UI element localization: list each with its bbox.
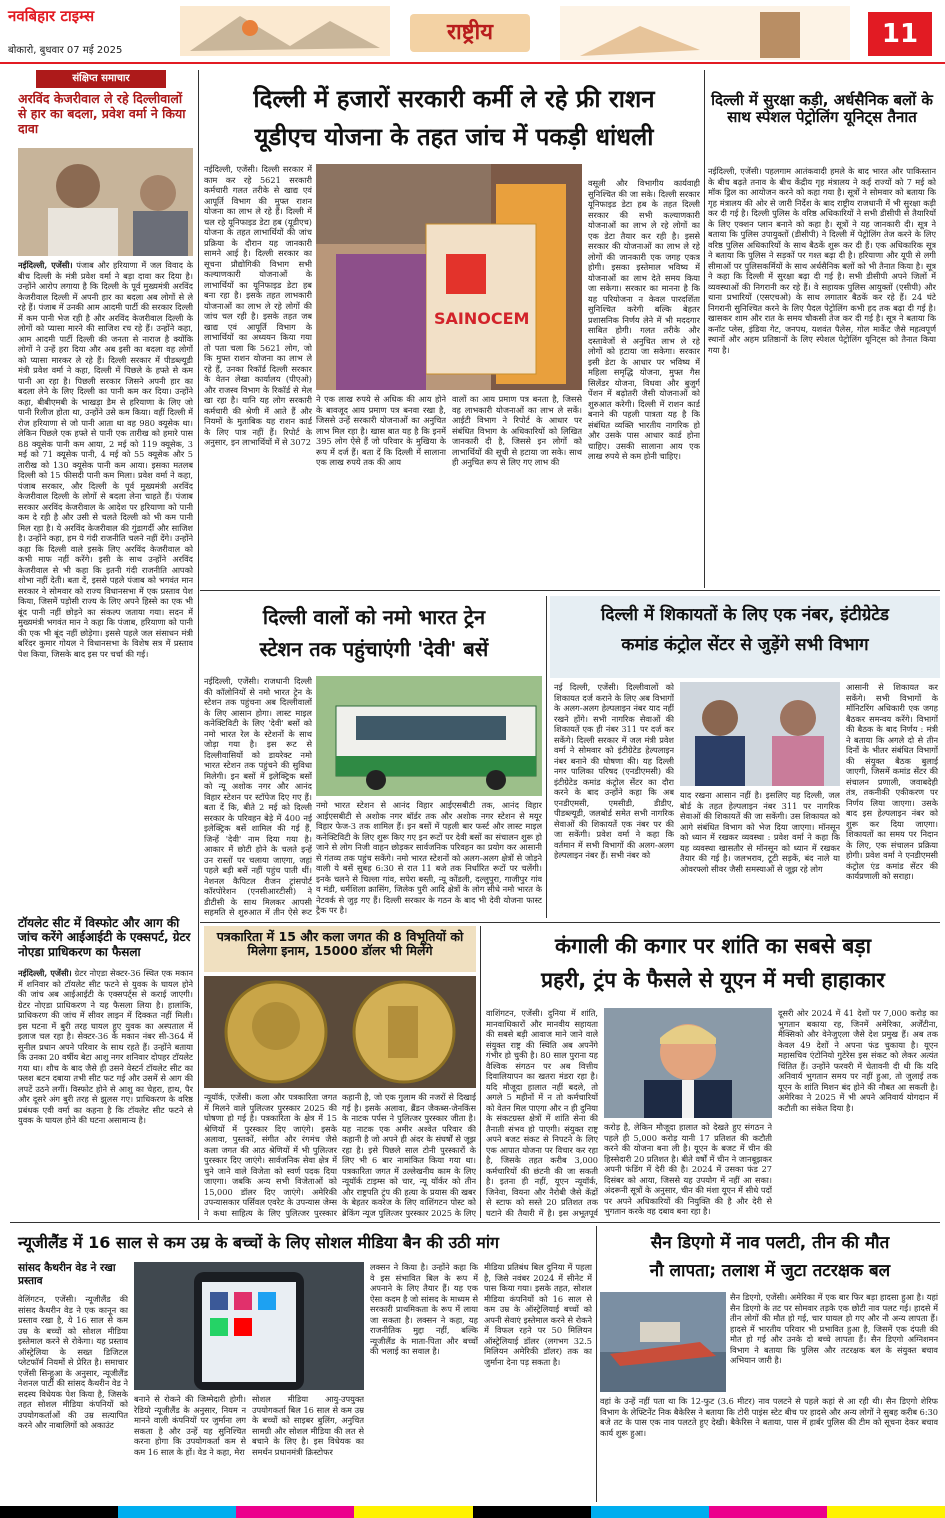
pulitzer-column-1: न्यूयॉर्क, एजेंसी। कला और पत्रकारिता जगत में मिलने वाले पुलित्जर पुरस्कार 2025 की घोषणा हो गई है। पत्रकारिता के क्षेत्र में 15 श्रेणियों में पुरस्कार दिए जाएंगे। इसके अलावा, पुस्तकों, संगीत और रंगमंच जैसे कला जगत की आठ श्रेणियों में भी पुलित्जर पुरस्कार दिए जाएंगे। सार्वजनिक सेवा क्षेत्र में चुने जाने वाले विजेता को स्वर्ण पदक दिया जाएगा। जबकि अन्य सभी विजेताओं को 15,000 डॉलर दिए जाएंगे। अमेरिकी उपन्यासकार पर्सिवल एवरेट के उपन्यास जेम्स ने कथा साहित्य के लिए पुलित्जर पुरस्कार xyxy=(204,1092,337,1218)
sandiego-headline-2: नौ लापता; तलाश में जुटा तटरक्षक बल xyxy=(649,1261,891,1281)
row-divider-3 xyxy=(10,1222,940,1223)
namo-column-2: नमो भारत स्टेशन से आनंद विहार आईएसबीटी तक, आनंद विहार आईएसबीटी से अशोक नगर बॉर्डर तक और अशोक नगर स्टेशन से मयूर विहार फेज-3 तक शामिल हैं। इन बसों में पहली बार फर्स्ट और लास्ट माइल कनेक्टिविटी के लिए शुरू किए गए इन रूटों पर देवी बसों का संचालन शुरू हो जाने से लोग निजी वाहन छोड़कर सार्वजनिक परिवहन का प्रयोग कर आसानी से गंतव्य तक पहुंच सकेंगे। नमो भारत स्टेशनों को अलग-अलग क्षेत्रों से जोड़ने वाली ये बसें सुबह 6:30 से रात 11 बजे तक निर्धारित रूटों पर चलेंगी। इनके चलने से चिल्ला गांव, सपेरा बस्ती, न्यू कोंडली, दल्लुपुरा, गाजीपुर गांव व मंडी, धर्मशिला क्रासिंग, जिलेक पुरी आदि क्षेत्रों के लोग सीधे नमो भारत के नेटवर्क से जुड़ गए हैं। दिल्ली सरकार के गठन के बाद भी देवी योजना फास्ट ट्रैक पर है। xyxy=(316,800,542,915)
lead-column-1: नईदिल्ली, एजेंसी। दिल्ली सरकार में काम कर रहे 5621 सरकारी कर्मचारी गलत तरीके से खाद्य एवं आपूर्ति विभाग की मुफ्त राशन योजना का लाभ ले रहे हैं। दिल्ली में चल रहे यूनिफाइड डेटा हब (यूडीएच) योजना के तहत लाभार्थियों की जांच प्रक्रिया के दौरान यह जानकारी सामने आई है। दिल्ली सरकार का सूचना प्रौद्योगिकी विभाग सभी कल्याणकारी योजनाओं के लाभार्थियों का यूनिफाइड डेटा हब बना रहा है। इसके तहत लाभकारी योजनाओं का लाभ ले रहे लोगों की जांच चल रही है। इसके तहत जब खाद्य एवं आपूर्ति विभाग के लाभार्थियों का अध्ययन किया गया तो पता चला कि 5621 लोग, जो कि मुफ्त राशन योजना का लाभ ले रहे हैं, उनका रिकॉर्ड दिल्ली सरकार के वेतन लेखा कार्यालय (पीएओ) और राजस्व विभाग के रिकॉर्ड से मेल खा रहा है। यानि यह लोग सरकारी कर्मचारी की श्रेणी में आते हैं और नियमों के मुताबिक यह राशन कार्ड के लिए पात्र नहीं हैं। रिपोर्ट के अनुसार, इन लाभार्थियों में से 3072 xyxy=(204,164,312,447)
pulitzer-medal-photo xyxy=(204,976,476,1088)
masthead-decoration-left xyxy=(180,6,390,56)
section-label: राष्ट्रीय xyxy=(410,14,530,52)
nz-column-1: वेलिंगटन, एजेंसी। न्यूजीलैंड की सांसद कैथरीन वेड ने एक कानून का प्रस्ताव रखा है, ये 16 साल से कम उम्र के बच्चों को सोशल मीडिया इस्तेमाल करने से रोकेगा। यह प्रस्ताव ऑस्ट्रेलिया के सख्त डिजिटल प्लेटफॉर्म नियमों से प्रेरित है। समाचार एजेंसी सिन्हुआ के अनुसार, न्यूजीलैंड नेशनल पार्टी की सांसद कैथरीन वेड ने सदस्य विधेयक पेश किया है, जिसके तहत सोशल मीडिया कंपनियों को उपयोगकर्ताओं की उम्र सत्यापित करने और नाबालिगों को अकाउंट xyxy=(18,1294,128,1430)
un-headline-1: कंगाली की कगार पर शांति का सबसे बड़ा xyxy=(554,934,872,958)
color-swatch xyxy=(709,1506,827,1518)
sack-brand-text: SAINOCEM xyxy=(434,309,530,328)
sidebar-story1-body xyxy=(18,260,193,914)
complaints-headline-1: दिल्ली में शिकायतों के लिए एक नंबर, इंटीग्रेटेड xyxy=(601,605,889,625)
sidebar-story1-dateline: नईदिल्ली, एजेंसी। xyxy=(18,260,73,270)
un-column-2: करोड़ है, लेकिन मौजूदा हालात को देखते हुए संगठन ने पहले ही 5,000 करोड़ यानी 17 प्रतिशत की कटौती करने की योजना बना ली है। यूएन के बजट में चीन की हिस्सेदारी 20 प्रतिशत है। बीते वर्षों में चीन ने जानबूझकर अपनी फंडिंग में देरी की है। 2024 में उसका फंड 27 दिसंबर को आया, जिससे यह उपयोग में नहीं आ सका। अंदरूनी सूत्रों के अनुसार, चीन की मंशा यूएन में सीधे पदों पर अपने अधिकारियों की नियुक्ति की है और देरी से भुगतान करके वह दबाव बना रहा है। xyxy=(604,1122,772,1216)
sidebar-story1-text: पंजाब और हरियाणा में जल विवाद के बीच दिल्ली के मंत्री प्रवेश वर्मा ने बड़ा दावा कर दिया है। उन्होंने आरोप लगाया है कि दिल्ली के पूर्व मुख्यमंत्री अरविंद केजरीवाल दिल्ली में अपनी हार का बदला अब लोगों से ले रहे हैं। पंजाब में उनकी आम आदमी पार्टी की सरकार दिल्ली में कम पानी भेज रही है और अरविंद केजरीवाल दिल्ली के लोगों को प्यासा मारने की साजिश रच रहे हैं। उन्होंने कहा, आम आदमी पार्टी दिल्ली की जनता से नाराज है क्योंकि लोगों ने उन्हें हरा दिया और अब इसी का बदला वह लोगों को प्यासा मारकर ले रहे हैं। दिल्ली सरकार में पीडब्ल्यूडी मंत्री प्रवेश वर्मा ने कहा, दिल्ली में पिछले के हफ्ते से कम पानी आ रहा है। पिछली सरकार जिसने अपनी हार का बदला लेने के लिए दिल्ली का पानी कम कर दिया। उन्होंने कहा, बीबीएमबी के भाखड़ा डैम से हरियाणा के लिए जो पानी रिलीज होता था, उन्होंने उसे कम किया। वहीं दिल्ली में रोज हरियाणा से जो पानी आता था वह 980 क्यूसेक था। लेकिन पिछले एक हफ्ते से पानी एक तारीख को हमारे पास 88 क्यूसेक पानी कम आया, 2 मई को 119 क्यूसेक, 3 मई को 71 क्यूसेक पानी, 4 मई को 55 क्यूसेक और 5 तारीख को 130 क्यूसेक पानी कम आया। इसका मतलब दिल्ली को 15 फीसदी पानी कम मिला। प्रवेश वर्मा ने कहा, पंजाब सरकार, और दिल्ली के पूर्व मुख्यमंत्री अरविंद केजरीवाल दिल्ली के लोगों से बदला लेना चाहते हैं। पंजाब सरकार अरविंद केजरीवाल के आदेश पर हरियाणा को पानी कम दे रही है और उसी से चलते दिल्ली को भी कम पानी मिल रहा है। ये अरविंद केजरीवाल की गुंडागर्दी और साजिश है। उन्होंने कहा, हम ये गंदी राजनीति चलने नहीं देंगे। उन्होंने कहा कि दिल्ली वाले इसके लिए अरविंद केजरीवाल को कभी माफ नहीं करेंगे। इसी के साथ उन्होंने अरविंद केजरीवाल से भी कहा कि इतनी गंदी राजनीति आपको शोभा नहीं देती। बता दें, इससे पहले पंजाब को भगवंत मान सरकार ने सोमवार को राज्य विधानसभा में एक प्रस्ताव पेश किया, जिसमें पड़ोसी राज्य के लिए अपने हिस्से का एक भी बूंद पानी नहीं छोड़ने का संकल्प जताया गया। सदन में मुख्यमंत्री भगवंत मान ने कहा कि पंजाब, हरियाणा को पानी की एक भी बूंद नहीं छोड़ेगा। इससे पहले जल संसाधन मंत्री बरिंदर कुमार गोयल ने विधानसभा के विशेष सत्र में प्रस्ताव पेश किया, जिसके बाद इस पर चर्चा की गई। xyxy=(18,260,193,659)
namo-headline-1: दिल्ली वालों को नमो भारत ट्रेन xyxy=(262,605,486,629)
sidebar-story2-text: ग्रेटर नोएडा सेक्टर-36 स्थित एक मकान में शनिवार को टॉयलेट सीट फटने से युवक के घायल होने की जांच अब आईआईटी के एक्सपर्ट्स से कराई जाएगी। ग्रेटर नोएडा प्राधिकरण ने यह फैसला लिया है। हालांकि, प्राधिकरण की जांच में सीवर लाइन में दिक्कत नहीं मिली। इस घटना में बुरी तरह घायल हुए युवक का अस्पताल में इलाज चल रहा है। सेक्टर-36 के मकान नंबर सी-364 में सुनील प्रधान अपने परिवार के साथ रहते हैं। उन्होंने बताया कि उनका 20 वर्षीय बेटा आशु नगर शनिवार दोपहर टॉयलेट गया था। शौच के बाद जैसे ही उसने वेस्टर्न टॉयलेट सीट का फ्लश बटन दबाया तभी सीट फट गई और उसमें से आग की लपटें उठने लगीं। विस्फोट होने से आशु का चेहरा, हाथ, पैर और दूसरे अंग बुरी तरह से झुलस गए। प्राधिकरण के वरिष्ठ प्रबंधक एवी वर्मा का कहना है कि टॉयलेट सीट फटने से युवक के घायल होने की घटना असामान्य है। xyxy=(18,968,193,1125)
color-swatch xyxy=(0,1506,118,1518)
ration-distribution-photo xyxy=(316,164,582,390)
row-divider-2 xyxy=(200,922,940,923)
issue-dateline: बोकारो, बुधवार 07 मई 2025 xyxy=(8,45,123,56)
security-headline: दिल्ली में सुरक्षा कड़ी, अर्धसैनिक बलों के साथ स्पेशल पेट्रोलिंग यूनिट्स तैनात xyxy=(711,91,933,127)
lead-column-3: वालों का आय प्रमाण पत्र बनता है, जिससे वह लाभकारी योजनाओं का लाभ ले सकें। आईटी विभाग ने रिपोर्ट के आधार पर संबंधित विभाग के अधिकारियों को लिखित जानकारी दी है, जिससे इन लोगों को लाभार्थियों की सूची से हटाया जा सके। साथ ही अनुचित रूप से लिए गए लाभ की xyxy=(452,394,582,467)
nz-column-2: बनाने से रोकने की जिम्मेदारी होगी। रेडियो न्यूजीलैंड के अनुसार, नियम न मानने वाली कंपनियों पर जुर्माना लग सकता है और उन्हें यह सुनिश्चित करना होगा कि उपयोगकर्ता कम से कम 16 साल के हों। वेड ने कहा, मेरा xyxy=(134,1394,246,1457)
masthead-decoration-right xyxy=(560,6,850,60)
row-divider-1 xyxy=(200,590,940,591)
sidebar-story2-dateline: नईदिल्ली, एजेंसी। xyxy=(18,968,72,978)
nz-headline: न्यूजीलैंड में 16 साल से कम उम्र के बच्चों के लिए सोशल मीडिया बैन की उठी मांग xyxy=(18,1233,499,1252)
sidebar-label: संक्षिप्त समाचार xyxy=(36,70,166,88)
color-swatch xyxy=(473,1506,591,1518)
trump-photo xyxy=(604,1008,772,1118)
complaints-headline-2: कमांड कंट्रोल सेंटर से जुड़ेंगे सभी विभाग xyxy=(621,635,869,655)
color-swatch xyxy=(236,1506,354,1518)
pulitzer-column-2: कहानी है, जो एक गुलाम की नजरों से दिखाई गई है। इसके अलावा, ब्रैंडन जैकब्स-जेनकिंस के नाटक पर्पस ने पुलित्जर पुरस्कार जीता है। यह नाटक एक अमीर अश्वेत परिवार की कहानी है जो अपने ही अंदर के संघर्षों से जूझ रहा है। इसे पिछले साल टोनी पुरस्कारों के लिए भी 6 बार नामांकित किया गया था। पत्रकारिता जगत में उल्लेखनीय काम के लिए न्यूयॉर्क टाइम्स को चार, न्यू यॉर्कर को तीन और राष्ट्रपति ट्रंप की हत्या के प्रयास की खबर के बेहतर कवरेज के लिए वाशिंगटन पोस्ट को ब्रेकिंग न्यूज पुलित्जर पुरस्कार 2025 के लिए xyxy=(342,1092,476,1218)
devi-bus-photo xyxy=(316,676,542,796)
color-swatch xyxy=(591,1506,709,1518)
pulitzer-headline: पत्रकारिता में 15 और कला जगत की 8 विभूतियों को मिलेगा इनाम, 15000 डॉलर भी मिलेंगे xyxy=(216,929,464,959)
un-column-3: दूसरी ओर 2024 में 41 देशों पर 7,000 करोड़ का भुगतान बकाया रह, जिनमें अमेरिका, अर्जेंटीना, मैक्सिको और वेनेजुएला जैसे देश प्रमुख हैं। अब तक केवल 49 देशों ने अपना फंड चुकाया है। यूएन महासचिव एंटोनियो गुटेरेस इस संकट को लेकर अत्यंत चिंतित हैं। उन्होंने फरवरी में चेतावनी दी थी कि यदि अनिवार्य भुगतान समय पर नहीं हुआ, तो जुलाई तक यूएन के शांति मिशन बंद होने की नौबत आ सकती है। अमेरिका ने 2025 में भी अपने अनिवार्य योगदान में कटौती का संकेत दिया है। xyxy=(778,1008,938,1113)
nz-subheadline: सांसद कैथरीन वेड ने रखा प्रस्ताव xyxy=(18,1262,116,1287)
complaints-column-2: याद रखना आसान नहीं है। इसलिए यह दिल्ली, जल बोर्ड के तहत हेल्पलाइन नंबर 311 पर नागरिक सेवाओं की शिकायतें की जा सकेंगी। उस शिकायत को आगे संबंधित विभाग को भेज दिया जाएगा। मॉनसून को ध्यान में रखकर व्यवस्था : प्रवेश वर्मा ने कहा कि यह व्यवस्था खासतौर से मॉनसून को ध्यान में रखकर तैयार की गई है। जलभराव, टूटी सड़कें, बंद नाले या ओवरफ्लो सीवर जैसी समस्याओं से जूझ रहे लोग xyxy=(680,790,840,874)
un-headline-2: प्रहरी, ट्रंप के फैसले से यूएन में मची हाहाकार xyxy=(541,968,885,992)
sidebar-story1-headline: अरविंद केजरीवाल ले रहे दिल्लीवालों से हार का बदला, प्रवेश वर्मा ने किया दावा xyxy=(18,91,186,136)
complaints-photo xyxy=(680,682,840,786)
un-column-1: वाशिंगटन, एजेंसी। दुनिया में शांति, मानवाधिकारों और मानवीय सहायता की सबसे बड़ी आवाज माने जाने वाले संयुक्त राष्ट्र की स्थिति अब अपनेंगे गंभीर हो चुकी है। 80 साल पुराना यह वैश्विक संगठन पर अब वित्तीय दिवालियापन का खतरा मंडरा रहा है। यदि मौजूदा हालात नहीं बदले, तो अगले 5 महीनों में न तो कर्मचारियों को वेतन मिल पाएगा और न ही दुनिया के संकटग्रस्त क्षेत्रों में शांति सेना की तैनाती संभव हो पाएगी। संयुक्त राष्ट्र अपने बजट संकट से निपटने के लिए एक आपात योजना पर विचार कर रहा है, जिसके तहत करीब 3,000 कर्मचारियों की छंटनी की जा सकती है। इतना ही नहीं, यूएन न्यूयॉर्क, जिनेवा, वियना और नैरोबी जैसे केंद्रों से स्टाफ को सस्ते 20 प्रतिशत तक घटाने की तैयारी में है। इस अभूतपूर्व xyxy=(486,1008,598,1218)
brand-name: नवबिहार टाइम्स xyxy=(8,7,95,25)
lead-divider xyxy=(704,70,705,588)
nz-column-3: सोशल मीडिया आयु-उपयुक्त उपयोगकर्ता बिल 16 साल से कम उम्र के बच्चों को साइबर बुलिंग, अनुचित सामग्री और सोशल मीडिया की लत से बचाने के लिए है। इस विधेयक का समर्थन प्रधानमंत्री क्रिस्टोफर xyxy=(252,1394,364,1457)
page-number: 11 xyxy=(868,12,932,56)
nz-column-4: लक्सन ने किया है। उन्होंने कहा कि वे इस संभावित बिल के रूप में अपनाने के लिए तैयार हैं। यह एक ऐसा कदम है जो सांसद के माध्यम से सरकारी प्राथमिकता के रूप में लाया जा सकता है। लक्सन ने कहा, यह राजनीतिक मुद्दा नहीं, बल्कि न्यूजीलैंड के माता-पिता और बच्चों की भलाई का सवाल है। xyxy=(370,1262,478,1356)
nz-column-5: मीडिया प्रतिबंध बिल दुनिया में पहला है, जिसे नवंबर 2024 में सीनेट में पास किया गया। इसके तहत, सोशल मीडिया कंपनियों को 16 साल से कम उम्र के ऑस्ट्रेलियाई बच्चों को अपनी सेवाएं इस्तेमाल करने से रोकने में विफल रहने पर 50 मिलियन ऑस्ट्रेलियाई डॉलर (लगभग 32.5 मिलियन अमेरिकी डॉलर) तक का जुर्माना देना पड़ सकता है। xyxy=(484,1262,592,1367)
complaints-column-3: आसानी से शिकायत कर सकेंगे। सभी विभागों के मॉनिटरिंग अधिकारी एक जगह बैठकर समन्वय करेंगे। विभागों की बैठक के बाद निर्णय : मंत्री ने बताया कि अगले दो से तीन दिनों के भीतर संबंधित विभागों की संयुक्त बैठक बुलाई जाएगी, जिसमें कमांड सेंटर की संचालन प्रणाली, जवाबदेही तंत्र, तकनीकी एकीकरण पर निर्णय लिया जाएगा। उसके बाद इस हेल्पलाइन नंबर को शुरू कर दिया जाएगा। शिकायतों का समय पर निदान के लिए, एक संचालन प्रक्रिया होगी। प्रवेश वर्मा ने एनडीएमसी कंट्रोल एंड कमांड सेंटर की कार्यप्रणाली को सराहा। xyxy=(846,682,938,881)
sandiego-column-1: सैन डिएगो, एजेंसी। अमेरिका में एक बार फिर बड़ा हादसा हुआ है। यहां सैन डिएगो के तट पर सोमवार तड़के एक छोटी नाव पलट गई। हादसे में तीन लोगों की मौत हो गई, चार घायल हो गए और नौ अन्य लापता हैं। हादसे में भारतीय परिवार भी प्रभावित हुआ है, जिसमें एक दंपती की मौत हो गई और उनके दो बच्चे लापता हैं। सैन डिएगो अग्निशमन विभाग ने बताया कि पुलिस और तटरक्षक बल के संयुक्त बचाव अभियान जारी है। xyxy=(730,1292,938,1365)
lead-column-2: ने एक लाख रुपये से अधिक की आय होने के बावजूद आय प्रमाण पत्र बनवा रखा है, जिससे उन्हें सरकारी योजनाओं का अनुचित लाभ मिल रहा है। खास बात यह है कि इनमें 395 लोग ऐसे हैं जो परिवार के मुखिया के रूप में दर्ज हैं। बता दें कि दिल्ली में सालाना एक लाख रुपये तक की आय xyxy=(316,394,446,467)
pulitzer-divider xyxy=(480,926,481,1218)
social-media-phone-photo xyxy=(134,1262,364,1390)
color-swatch xyxy=(827,1506,945,1518)
lead-headline-2: यूडीएच योजना के तहत जांच में पकड़ी धांधली xyxy=(254,123,654,151)
color-swatch xyxy=(118,1506,236,1518)
sandiego-headline-1: सैन डिएगो में नाव पलटी, तीन की मौत xyxy=(650,1233,890,1253)
color-swatch xyxy=(354,1506,472,1518)
print-color-bar xyxy=(0,1506,945,1518)
sidebar-story2-headline: टॉयलेट सीट में विस्फोट और आग की जांच करेंगे आईआईटी के एक्सपर्ट, ग्रेटर नोएडा प्राधिकरण का फैसला xyxy=(18,916,191,959)
namo-column-1: नईदिल्ली, एजेंसी। राजधानी दिल्ली की कॉलोनियों से नमो भारत ट्रेन के स्टेशन तक पहुंचना अब दिल्लीवालों के लिए आसान होगा। लास्ट माइल कनेक्टिविटी के लिए 'देवी' बसों को नमो भारत रेल के स्टेशनों के साथ जोड़ा गया है। इस रूट से दिल्लीवासियों को डायरेक्ट नमो भारत स्टेशन तक पहुंचने की सुविधा मिलेगी। इन बसों में इलेक्ट्रिक बसों को न्यू अशोक नगर और आनंद विहार स्टेशन पर स्टॉपेज दिए गए हैं। बता दें कि, बीते 2 मई को दिल्ली सरकार के परिवहन बेड़े में 400 नई इलेक्ट्रिक बसें शामिल की गई हैं, जिन्हें 'देवी' नाम दिया गया है। आकार में छोटी होने के चलते इन्हें उन रास्तों पर चलाया जाएगा, जहां पहले बड़ी बसें नहीं पहुंच पाती थीं। नेशनल कैपिटल रीजन ट्रांसपोर्ट कॉरपोरेशन (एनसीआरटीसी) ने डीटीसी के साथ मिलकर आपसी सहमति से शुरुआत में तीन ऐसे रूट xyxy=(204,676,312,917)
complaints-column-1: नई दिल्ली, एजेंसी। दिल्लीवालों को शिकायत दर्ज कराने के लिए अब विभागों के अलग-अलग हेल्पलाइन नंबर याद नहीं रखने होंगे। सभी नागरिक सेवाओं की शिकायतें एक ही नंबर 311 पर दर्ज कर सकेंगे। दिल्ली सरकार में जल मंत्री प्रवेश वर्मा ने सोमवार को इंटीग्रेटेड हेल्पलाइन नंबर बनाने की घोषणा की। यह दिल्ली नगर पालिका परिषद (एनडीएमसी) की इंटीग्रेटेड कमांड कंट्रोल सेंटर का दौरा करने के बाद उन्होंने कहा कि अब एनडीएमसी, एमसीडी, डीडीए, पीडब्ल्यूडी, जलबोर्ड समेत सभी नागरिक सेवाओं की शिकायतें एक नंबर पर की जा सकेंगी। प्रवेश वर्मा ने कहा कि वर्तमान में सभी विभागों की अलग-अलग हेल्पलाइन नंबर हैं। सभी नंबर को xyxy=(554,682,674,860)
kejriwal-photo xyxy=(18,148,193,256)
namo-divider xyxy=(546,596,547,918)
lead-headline-1: दिल्ली में हजारों सरकारी कर्मी ले रहे फ्री राशन xyxy=(253,85,655,113)
security-body: नईदिल्ली, एजेंसी। पहलगाम आतंकवादी हमले के बाद भारत और पाकिस्तान के बीच बढ़ते तनाव के बीच केंद्रीय गृह मंत्रालय ने कई राज्यों को 7 मई को मॉक ड्रिल का आयोजन करने को कहा गया है। सूत्रों ने सोमवार को बताया कि गृह मंत्रालय की ओर से जारी निर्देश के बाद राष्ट्रीय राजधानी में भी सुरक्षा कड़ी कर दी गई है। दिल्ली पुलिस के वरिष्ठ अधिकारियों ने सभी डीसीपी से तैयारियों के लिए एक्शन प्लान बनाने को कहा है। सूत्रों ने यह जानकारी दी। सूत्र ने बताया कि पुलिस उपायुक्तों (डीसीपी) ने दिल्ली में पेट्रोलिंग तेज करने के लिए वरिष्ठ पुलिस अधिकारियों के साथ बैठकें शुरू कर दी हैं। एक अधिकारिक सूत्र ने बताया कि पुलिस ने सड़कों पर गश्त बढ़ा दी है। हरियाणा और यूपी से लगी सीमाओं पर पुलिसकर्मियों के साथ अर्धसैनिक बलों को भी तैनात किया है। सूत्र ने कहा कि दिल्ली में सुरक्षा बढ़ा दी गई है। सभी डीसीपी अपने जिलों में व्यवस्थाओं की निगरानी कर रहे हैं। वे सहायक पुलिस आयुक्तों (एसीपी) और थाना प्रभारियों (एसएचओ) के साथ लगातार बैठकें कर रहे हैं। 24 घंटे निगरानी सुनिश्चित करने के लिए पैदल पेट्रोलिंग कभी हद तक बढ़ा दी गई है। खासकर शाम और रात के समय चौकसी तेज कर दी गई है। सूत्र ने बताया कि कनॉट प्लेस, इंडिया गेट, जनपथ, यशवंत पैलेस, गोल मार्केट जैसे महत्वपूर्ण स्थानों और अहम प्रतिष्ठानों के लिए स्पेशल पेट्रोलिंग यूनिट्स को तैनात किया गया है। xyxy=(708,166,936,355)
sidebar-story2-body xyxy=(18,968,193,1216)
boat-wreck-photo xyxy=(600,1292,726,1392)
nz-divider xyxy=(596,1226,597,1502)
sidebar-divider xyxy=(198,70,199,1220)
sandiego-column-2: वहां के उन्हें नहीं पता था कि 12-फुट (3.6 मीटर) नाव पलटने से पहले कहां से आ रही थी। सैन डिएगो शेरिफ विभाग के लेफ्टिनेंट निक बैकेरिस ने बताया कि टोरी पाइंस स्टेट बीच पर हादसे और अन्य लोगों ने सुबह करीब 6:30 बजे तट के पास एक नाव पलटते हुए देखी। बैकेरिस ने बताया, पास में हार्बर पुलिस की टीम को सूचना देकर बचाव कार्य शुरू हुआ। xyxy=(600,1396,938,1438)
lead-column-4: वसूली और विभागीय कार्यवाही सुनिश्चित की जा सके। दिल्ली सरकार यूनिफाइड डेटा हब के तहत दिल्ली सरकार की सभी कल्याणकारी योजनाओं का लाभ ले रहे लोगों का एक डेटा तैयार कर रही है। इससे सरकार की योजनाओं का लाभ ले रहे लोगों की जानकारी एक जगह एकत्र होगी। इसका इस्तेमाल भविष्य में योजनाओं का लाभ देते समय किया जा सकेगा। सरकार का मानना है कि यह परियोजना न केवल पारदर्शिता सुनिश्चित करेगी बल्कि बेहतर प्रशासनिक निर्णय लेने में भी मददगार साबित होगी। गलत तरीके और दस्तावेजों से अनुचित लाभ ले रहे लोगों को हटाया जा सकेगा। सरकार इसी डेटा के आधार पर भविष्य में महिला समृद्धि योजना, मुफ्त गैस सिलेंडर योजना, विधवा और बुजुर्ग पेंशन में बढ़ोतरी जैसी योजनाओं को शुरुआत करेगी। दिल्ली में राशन कार्ड बनाने की पहली पात्रता यह है कि संबंधित व्यक्ति भारतीय नागरिक हो और उसके पास आधार कार्ड होना चाहिए। उसकी सालाना आय एक लाख रुपये से कम होनी चाहिए। xyxy=(588,178,700,461)
namo-headline-2: स्टेशन तक पहुंचाएंगी 'देवी' बसें xyxy=(259,637,489,661)
